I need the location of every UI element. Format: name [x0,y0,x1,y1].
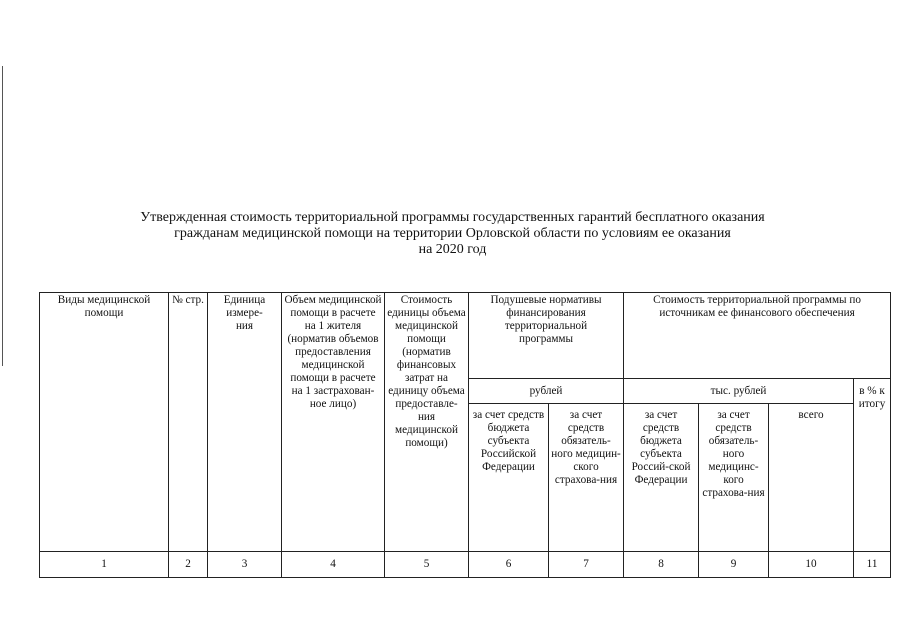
header-oms-rub: за счет средств обязатель-ного медицин-ского страхова-ния [549,404,624,552]
header-rubles: рублей [469,379,624,404]
header-row-number: № стр. [169,293,208,552]
column-number: 4 [282,552,385,578]
column-number: 11 [854,552,891,578]
header-oms-thousand: за счет средств обязатель-ного медицинс-кого страхова-ния [699,404,769,552]
header-program-cost-group: Стоимость территориальной программы по источникам ее финансового обеспечения [624,293,891,379]
header-per-capita-group: Подушевые нормативы финансирования территориальной программы [469,293,624,379]
column-number: 3 [208,552,282,578]
column-number-row [40,552,891,578]
column-number: 1 [40,552,169,578]
title-line-2: гражданам медицинской помощи на территории Орловской области по условиям ее оказания [174,226,731,241]
page-margin-mark [2,66,3,366]
header-row-1 [40,293,891,379]
column-number: 2 [169,552,208,578]
program-cost-table [39,292,891,578]
title-line-1: Утвержденная стоимость территориальной программы государственных гарантий бесплатного оказания [140,210,765,225]
header-regional-budget-rub: за счет средств бюджета субъекта Российской Федерации [469,404,549,552]
column-number: 6 [469,552,549,578]
column-number: 9 [699,552,769,578]
column-number: 7 [549,552,624,578]
header-thousand-rubles: тыс. рублей [624,379,854,404]
header-unit-cost: Стоимость единицы объема медицинской помощи (норматив финансовых затрат на единицу объема предоставле-ния медицинской помощи) [385,293,469,552]
header-unit: Единица измере-ния [208,293,282,552]
column-number: 8 [624,552,699,578]
header-percent-of-total: в % к итогу [854,379,891,552]
header-total: всего [769,404,854,552]
header-regional-budget-thousand: за счет средств бюджета субъекта Россий-ской Федерации [624,404,699,552]
document-title [60,210,845,258]
title-line-3: на 2020 год [418,242,487,257]
header-medical-care-types: Виды медицинской помощи [40,293,169,552]
column-number: 5 [385,552,469,578]
header-volume-per-resident: Объем медицинской помощи в расчете на 1 жителя (норматив объемов предоставления медицинской помощи в расчете на 1 застрахован-ное лицо) [282,293,385,552]
column-number: 10 [769,552,854,578]
